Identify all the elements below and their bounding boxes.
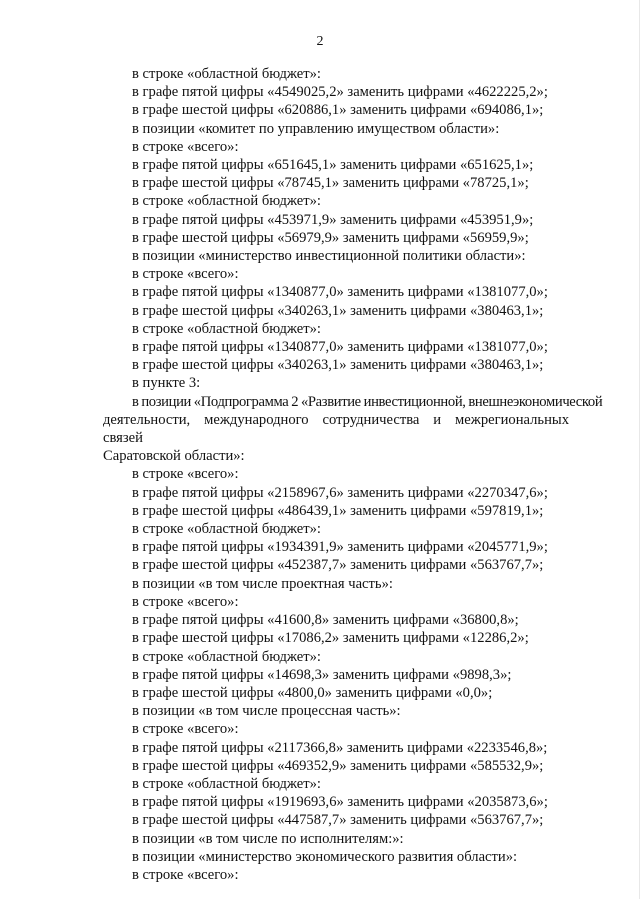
text-line: в пункте 3: — [132, 375, 201, 392]
text-line: в позиции «в том числе процессная часть»: — [132, 703, 401, 720]
text-line: в графе пятой цифры «1919693,6» заменить цифрами «2035873,6»; — [132, 794, 548, 811]
text-line: в позиции «Подпрограмма 2 «Развитие инвестиционной, внешнеэкономической — [132, 393, 603, 410]
text-line: в графе шестой цифры «340263,1» заменить цифрами «380463,1»; — [132, 357, 544, 374]
text-line: в позиции «в том числе по исполнителям:»: — [132, 830, 404, 847]
text-line: в графе шестой цифры «620886,1» заменить цифрами «694086,1»; — [132, 102, 544, 119]
text-line: в строке «областной бюджет»: — [132, 648, 321, 665]
text-line: в графе шестой цифры «56979,9» заменить цифрами «56959,9»; — [132, 229, 529, 246]
text-line: деятельности, международного сотрудничества и межрегиональных связей — [103, 411, 569, 447]
text-line: в графе шестой цифры «469352,9» заменить цифрами «585532,9»; — [132, 757, 544, 774]
text-line: в графе шестой цифры «78745,1» заменить цифрами «78725,1»; — [132, 175, 529, 192]
text-line: в графе пятой цифры «2158967,6» заменить цифрами «2270347,6»; — [132, 484, 548, 501]
text-line: в строке «всего»: — [132, 266, 239, 283]
text-line: в графе пятой цифры «1340877,0» заменить цифрами «1381077,0»; — [132, 339, 548, 356]
text-line: в графе пятой цифры «1340877,0» заменить цифрами «1381077,0»; — [132, 284, 548, 301]
text-line: в графе шестой цифры «486439,1» заменить цифрами «597819,1»; — [132, 502, 544, 519]
text-line: в графе шестой цифры «4800,0» заменить цифрами «0,0»; — [132, 684, 493, 701]
text-line: в строке «областной бюджет»: — [132, 320, 321, 337]
text-line: в строке «всего»: — [132, 593, 239, 610]
text-line: в позиции «министерство инвестиционной политики области»: — [132, 248, 526, 265]
text-line: в графе пятой цифры «2117366,8» заменить цифрами «2233546,8»; — [132, 739, 548, 756]
text-line: в строке «всего»: — [132, 466, 239, 483]
text-line: в графе пятой цифры «651645,1» заменить цифрами «651625,1»; — [132, 157, 534, 174]
text-line: в строке «областной бюджет»: — [132, 66, 321, 82]
text-line: в строке «всего»: — [132, 866, 239, 883]
text-line: Саратовской области»: — [103, 448, 245, 465]
text-line: в графе пятой цифры «4549025,2» заменить цифрами «4622225,2»; — [132, 84, 548, 101]
text-line: в графе пятой цифры «453971,9» заменить цифрами «453951,9»; — [132, 211, 534, 228]
text-line: в графе пятой цифры «41600,8» заменить цифрами «36800,8»; — [132, 612, 519, 629]
text-line: в графе шестой цифры «17086,2» заменить цифрами «12286,2»; — [132, 630, 529, 647]
text-line: в позиции «комитет по управлению имуществом области»: — [132, 120, 500, 137]
text-line: в строке «областной бюджет»: — [132, 775, 321, 792]
text-line: в строке «областной бюджет»: — [132, 521, 321, 538]
text-line: в строке «всего»: — [132, 138, 239, 155]
text-line: в графе пятой цифры «1934391,9» заменить цифрами «2045771,9»; — [132, 539, 548, 556]
text-line: в графе пятой цифры «14698,3» заменить цифрами «9898,3»; — [132, 666, 512, 683]
text-line: в позиции «в том числе проектная часть»: — [132, 575, 393, 592]
text-line: в графе шестой цифры «340263,1» заменить цифрами «380463,1»; — [132, 302, 544, 319]
text-line: в позиции «министерство экономического развития области»: — [132, 848, 518, 865]
text-line: в строке «всего»: — [132, 721, 239, 738]
text-line: в графе шестой цифры «452387,7» заменить цифрами «563767,7»; — [132, 557, 544, 574]
text-line: в графе шестой цифры «447587,7» заменить цифрами «563767,7»; — [132, 812, 544, 829]
page-number: 2 — [316, 34, 324, 49]
document-body — [103, 65, 603, 884]
text-line: в строке «областной бюджет»: — [132, 193, 321, 210]
